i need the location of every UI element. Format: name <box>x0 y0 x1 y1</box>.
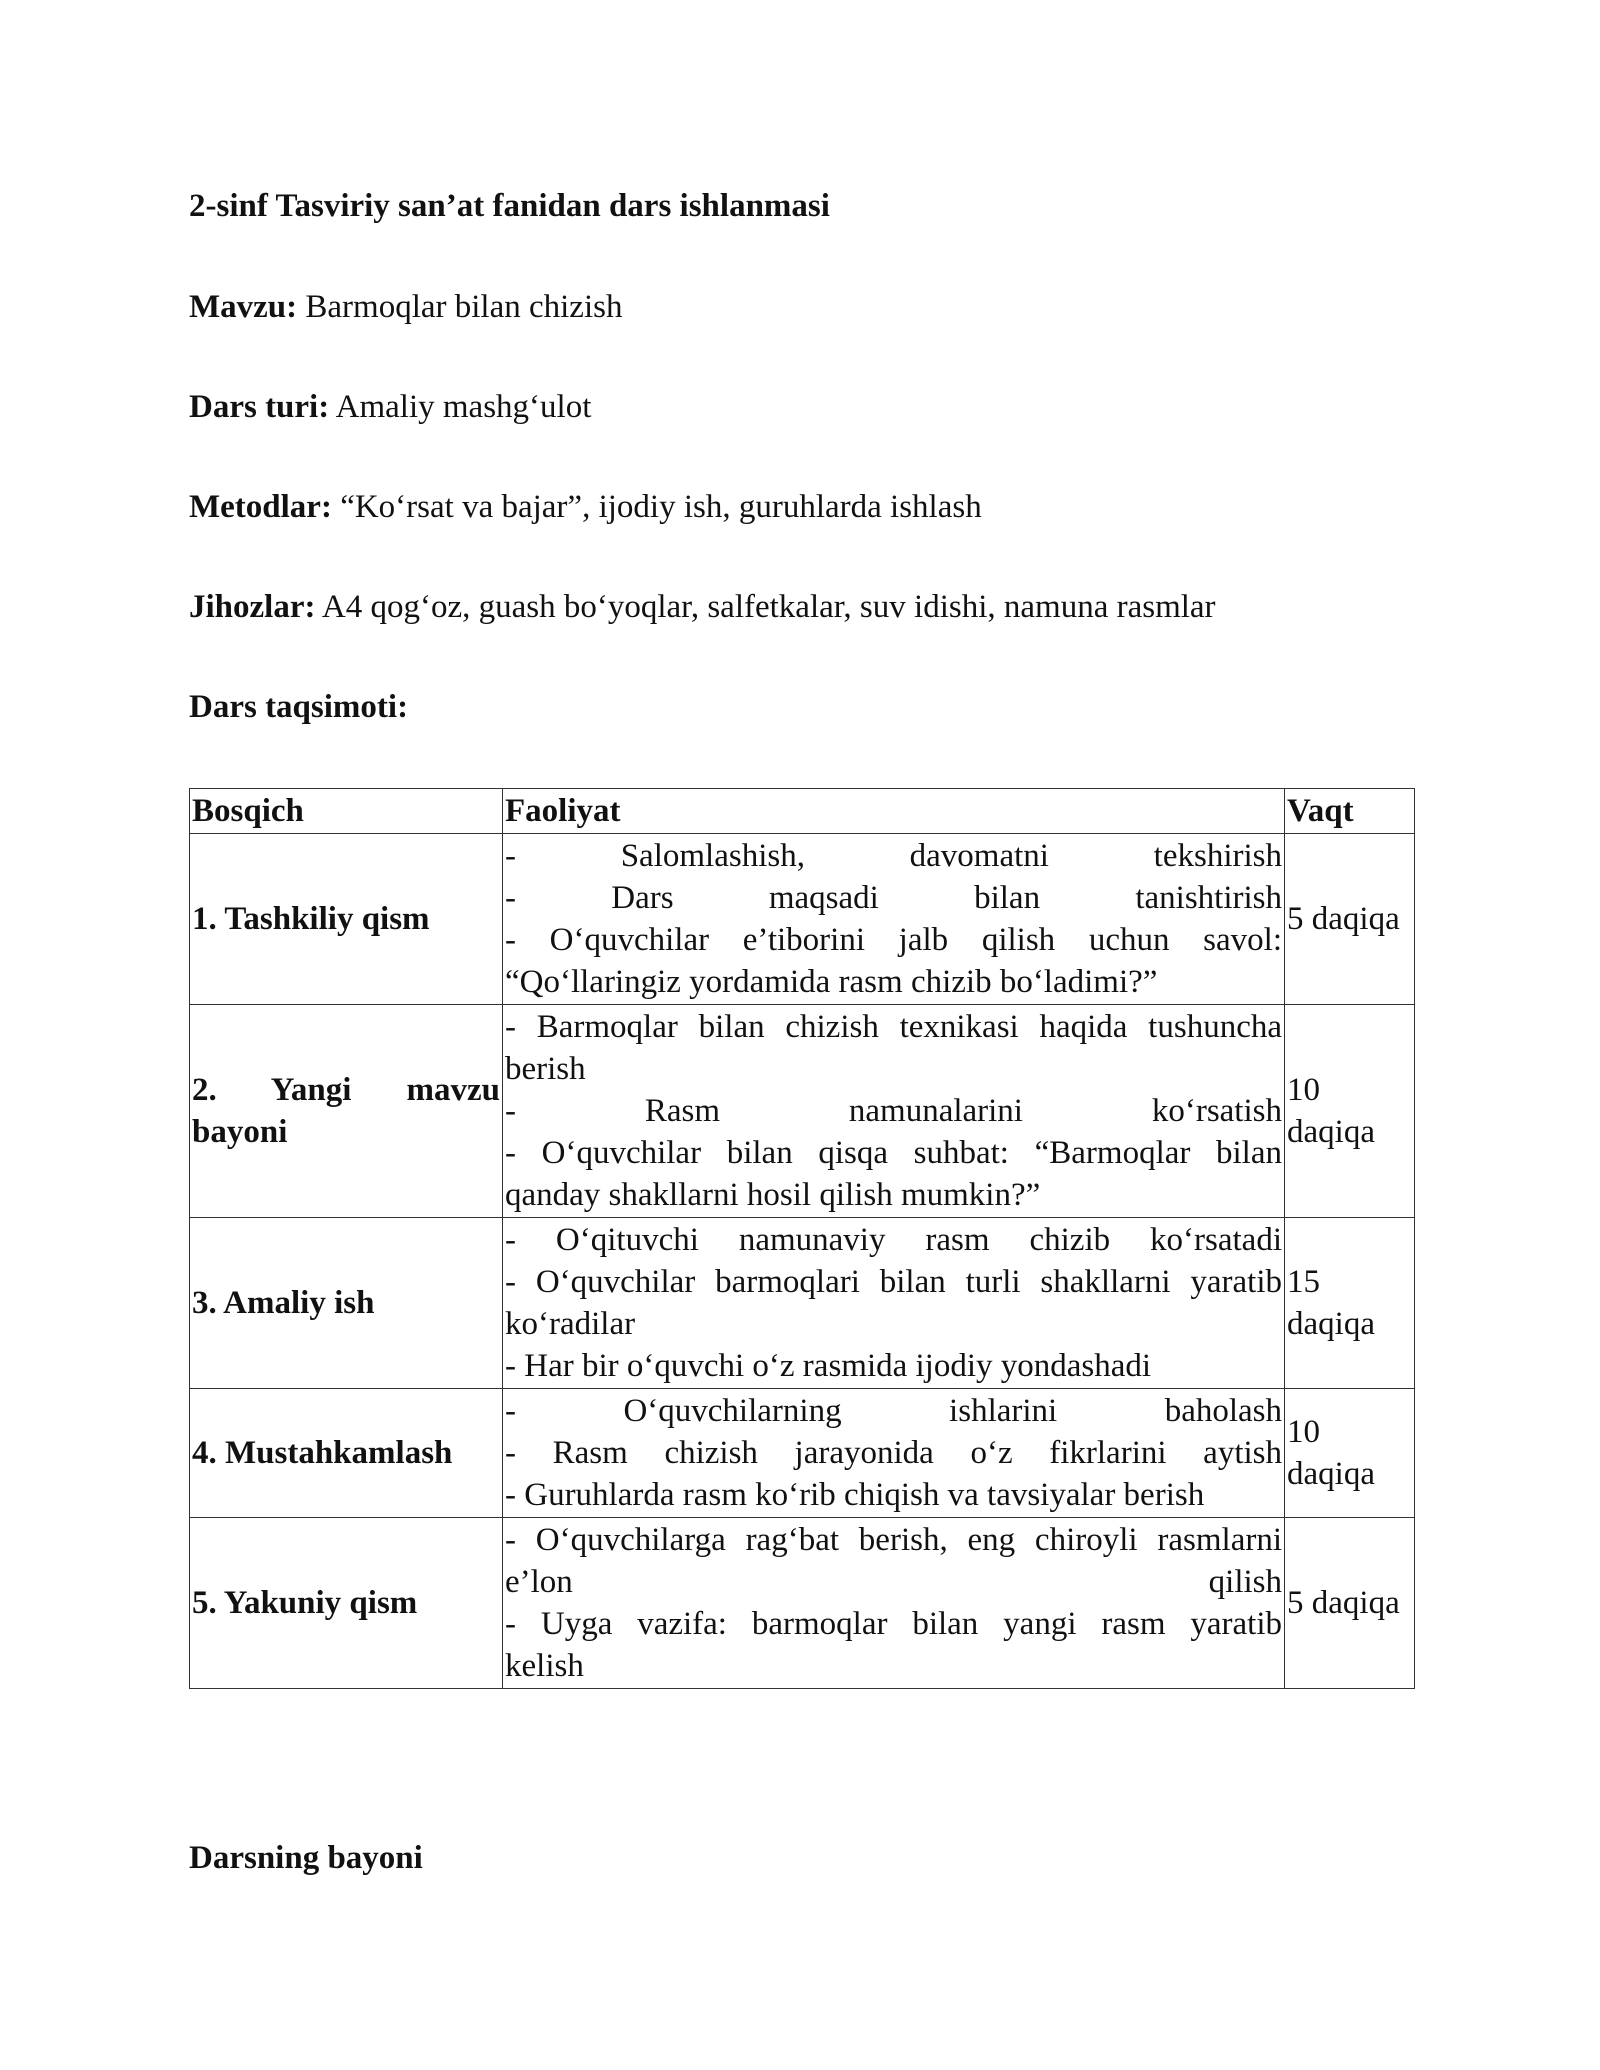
field-label: Mavzu: <box>189 289 298 325</box>
activity-line: - O‘quvchilar barmoqlari bilan turli shakllarni yaratib <box>505 1264 1282 1300</box>
activity-line: e’lon qilish <box>505 1564 1282 1600</box>
time-cell: 15 daqiqa <box>1285 1218 1415 1389</box>
activity-line: “Qo‘llaringiz yordamida rasm chizib bo‘ladimi?” <box>505 964 1158 1000</box>
activity-line: - O‘quvchilarga rag‘bat berish, eng chiroyli rasmlarni <box>505 1522 1282 1558</box>
table-row <box>190 1389 1415 1518</box>
stage-cell: 5. Yakuniy qism <box>190 1518 503 1689</box>
activity-line: - Barmoqlar bilan chizish texnikasi haqida tushuncha <box>505 1009 1282 1045</box>
activity-line: - Rasm chizish jarayonida o‘z fikrlarini aytish <box>505 1435 1282 1471</box>
table-row <box>190 834 1415 1005</box>
activity-line: - Rasm namunalarini ko‘rsatish <box>505 1093 1282 1129</box>
field-lesson-type <box>189 389 591 426</box>
table-header-row <box>190 789 1415 834</box>
activity-line: - O‘quvchilarning ishlarini baholash <box>505 1393 1282 1429</box>
table-row <box>190 1518 1415 1689</box>
field-equipment <box>189 589 1216 626</box>
column-header-stage: Bosqich <box>190 789 503 834</box>
activity-cell <box>503 1218 1285 1389</box>
activity-line: kelish <box>505 1648 584 1684</box>
field-topic <box>189 289 622 326</box>
document-title: 2-sinf Tasviriy san’at fanidan dars ishlanmasi <box>189 188 830 224</box>
activity-line: - Guruhlarda rasm ko‘rib chiqish va tavsiyalar berish <box>505 1477 1205 1513</box>
stage-cell: 2. Yangi mavzu bayoni <box>190 1005 503 1218</box>
activity-cell <box>503 1005 1285 1218</box>
table-row <box>190 1005 1415 1218</box>
activity-line: ko‘radilar <box>505 1306 636 1342</box>
activity-line: - Uyga vazifa: barmoqlar bilan yangi rasm yaratib <box>505 1606 1282 1642</box>
activity-cell <box>503 834 1285 1005</box>
stage-cell: 4. Mustahkamlash <box>190 1389 503 1518</box>
field-label: Dars turi: <box>189 389 330 425</box>
activity-cell <box>503 1518 1285 1689</box>
activity-line: - Dars maqsadi bilan tanishtirish <box>505 880 1282 916</box>
activity-cell <box>503 1389 1285 1518</box>
activity-line: - O‘quvchilar e’tiborini jalb qilish uchun savol: <box>505 922 1282 958</box>
lesson-narrative-heading: Darsning bayoni <box>189 1840 423 1876</box>
field-value: Amaliy mashg‘ulot <box>329 389 592 425</box>
time-cell: 10 daqiqa <box>1285 1389 1415 1518</box>
column-header-activity: Faoliyat <box>503 789 1285 834</box>
field-value: A4 qog‘oz, guash bo‘yoqlar, salfetkalar, suv idishi, namuna rasmlar <box>315 589 1216 625</box>
time-cell: 10 daqiqa <box>1285 1005 1415 1218</box>
field-value: “Ko‘rsat va bajar”, ijodiy ish, guruhlarda ishlash <box>331 489 982 525</box>
time-cell: 5 daqiqa <box>1285 1518 1415 1689</box>
time-cell: 5 daqiqa <box>1285 834 1415 1005</box>
stage-cell: 3. Amaliy ish <box>190 1218 503 1389</box>
field-value: Barmoqlar bilan chizish <box>297 289 623 325</box>
activity-line: qanday shakllarni hosil qilish mumkin?” <box>505 1177 1041 1213</box>
field-methods <box>189 489 982 526</box>
field-label: Jihozlar: <box>189 589 316 625</box>
lesson-plan-table <box>189 788 1415 1689</box>
activity-line: berish <box>505 1051 586 1087</box>
table-row <box>190 1218 1415 1389</box>
activity-line: - Salomlashish, davomatni tekshirish <box>505 838 1282 874</box>
activity-line: - O‘qituvchi namunaviy rasm chizib ko‘rsatadi <box>505 1222 1282 1258</box>
activity-line: - Har bir o‘quvchi o‘z rasmida ijodiy yondashadi <box>505 1348 1152 1384</box>
column-header-time: Vaqt <box>1285 789 1415 834</box>
stage-cell: 1. Tashkiliy qism <box>190 834 503 1005</box>
schedule-heading: Dars taqsimoti: <box>189 689 409 725</box>
activity-line: - O‘quvchilar bilan qisqa suhbat: “Barmoqlar bilan <box>505 1135 1282 1171</box>
field-label: Metodlar: <box>189 489 332 525</box>
